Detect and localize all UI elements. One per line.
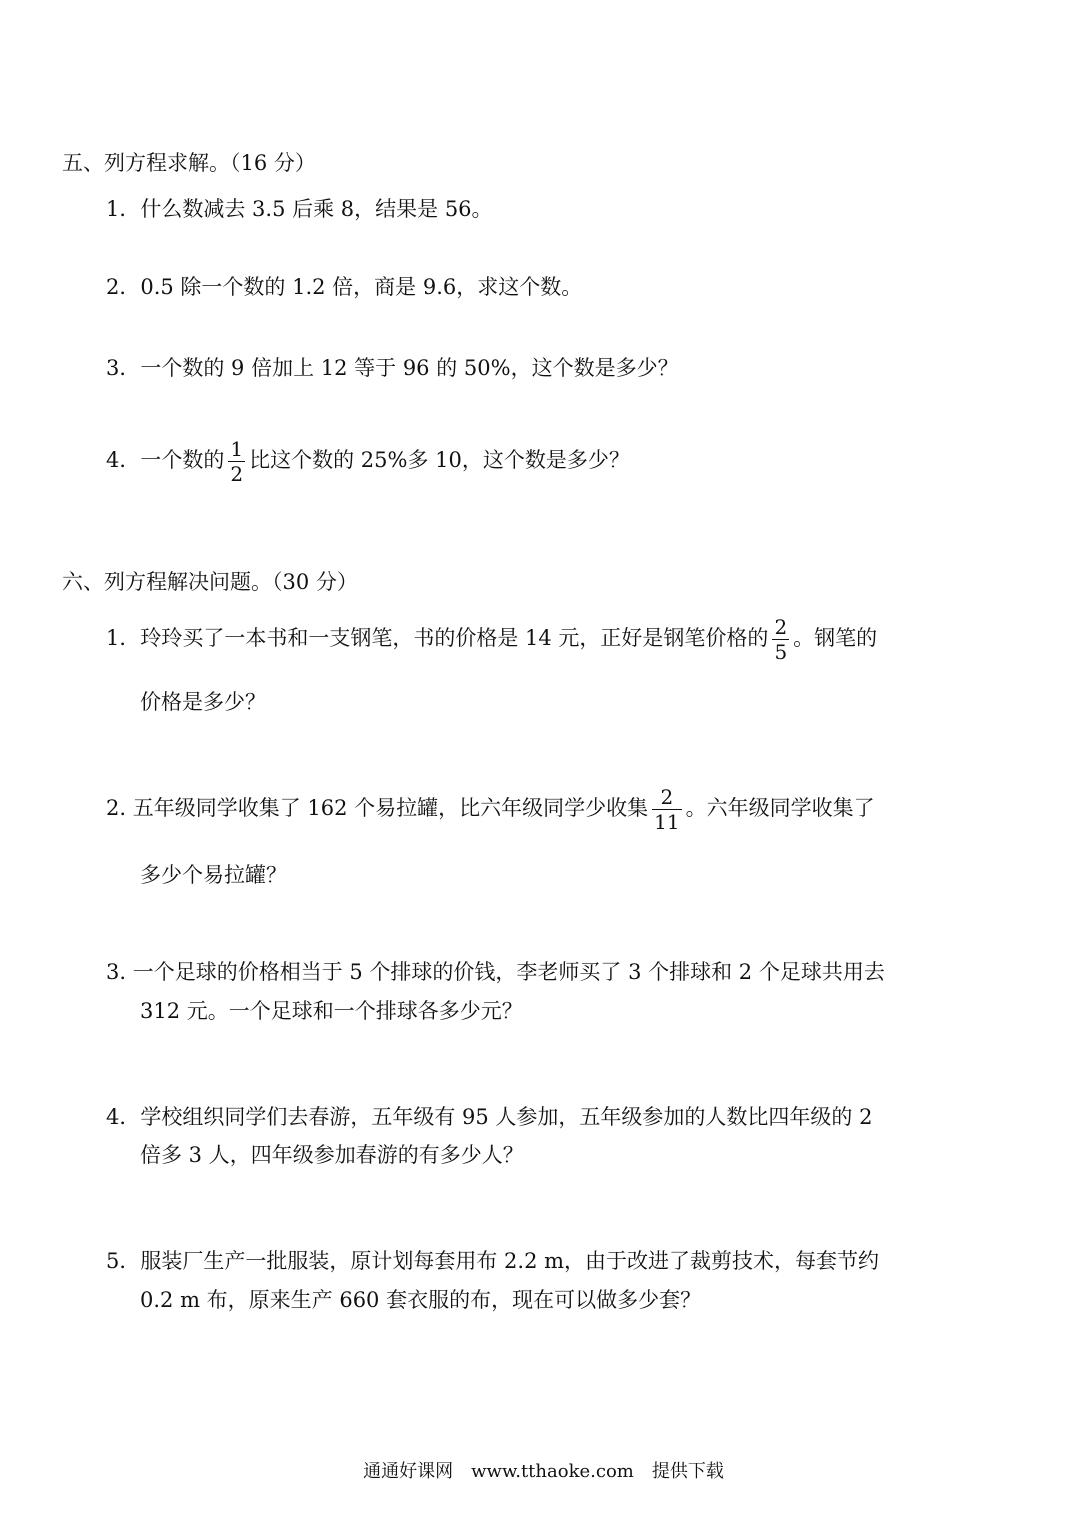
fraction-two-fifths bbox=[772, 617, 789, 662]
s6-question-2-line-2: 多少个易拉罐？ bbox=[140, 863, 287, 887]
s6-question-4-line-2: 倍多 3 人，四年级参加春游的有多少人？ bbox=[140, 1143, 524, 1167]
s5-question-1: 1．什么数减去 3.5 后乘 8，结果是 56。 bbox=[106, 197, 493, 221]
s6-question-1 bbox=[106, 617, 877, 662]
s6-q1-text-post: 。钢笔的 bbox=[793, 626, 878, 650]
s6-q2-text-post: 。六年级同学收集了 bbox=[685, 796, 875, 820]
section-6-title: 六、列方程解决问题。（30 分） bbox=[62, 570, 358, 594]
s6-q2-text-pre: 2. 五年级同学收集了 162 个易拉罐，比六年级同学少收集 bbox=[106, 796, 649, 820]
fraction-numerator: 1 bbox=[230, 437, 244, 461]
s5-q4-text-pre: 4．一个数的 bbox=[106, 448, 225, 472]
s6-question-3-line-2: 312 元。一个足球和一个排球各多少元？ bbox=[140, 999, 523, 1023]
s6-question-4: 4．学校组织同学们去春游，五年级有 95 人参加，五年级参加的人数比四年级的 2 bbox=[106, 1105, 873, 1129]
fraction-numerator: 2 bbox=[660, 785, 674, 809]
fraction-two-elevenths bbox=[652, 787, 681, 832]
fraction-numerator: 2 bbox=[774, 615, 788, 639]
s5-q4-text-post: 比这个数的 25%多 10，这个数是多少？ bbox=[249, 448, 630, 472]
footer-source-text: 通通好课网 www.tthaoke.com 提供下载 bbox=[363, 1461, 724, 1482]
s6-question-5: 5．服装厂生产一批服装，原计划每套用布 2.2 m，由于改进了裁剪技术，每套节约 bbox=[106, 1249, 880, 1273]
s6-question-3: 3. 一个足球的价格相当于 5 个排球的价钱，李老师买了 3 个排球和 2 个足球共用去 bbox=[106, 960, 885, 984]
fraction-denominator: 11 bbox=[654, 810, 680, 834]
s6-q1-text-pre: 1．玲玲买了一本书和一支钢笔，书的价格是 14 元，正好是钢笔价格的 bbox=[106, 626, 769, 650]
section-5-title: 五、列方程求解。（16 分） bbox=[62, 151, 316, 175]
s6-question-1-line-2: 价格是多少？ bbox=[140, 690, 266, 714]
s5-question-4 bbox=[106, 439, 630, 484]
s6-question-2 bbox=[106, 787, 875, 832]
fraction-denominator: 5 bbox=[774, 640, 788, 664]
fraction-one-half bbox=[228, 439, 245, 484]
s6-question-5-line-2: 0.2 m 布，原来生产 660 套衣服的布，现在可以做多少套？ bbox=[140, 1288, 702, 1312]
s5-question-2: 2．0.5 除一个数的 1.2 倍，商是 9.6，求这个数。 bbox=[106, 275, 583, 299]
s5-question-3: 3．一个数的 9 倍加上 12 等于 96 的 50%，这个数是多少？ bbox=[106, 356, 679, 380]
fraction-denominator: 2 bbox=[230, 462, 244, 486]
